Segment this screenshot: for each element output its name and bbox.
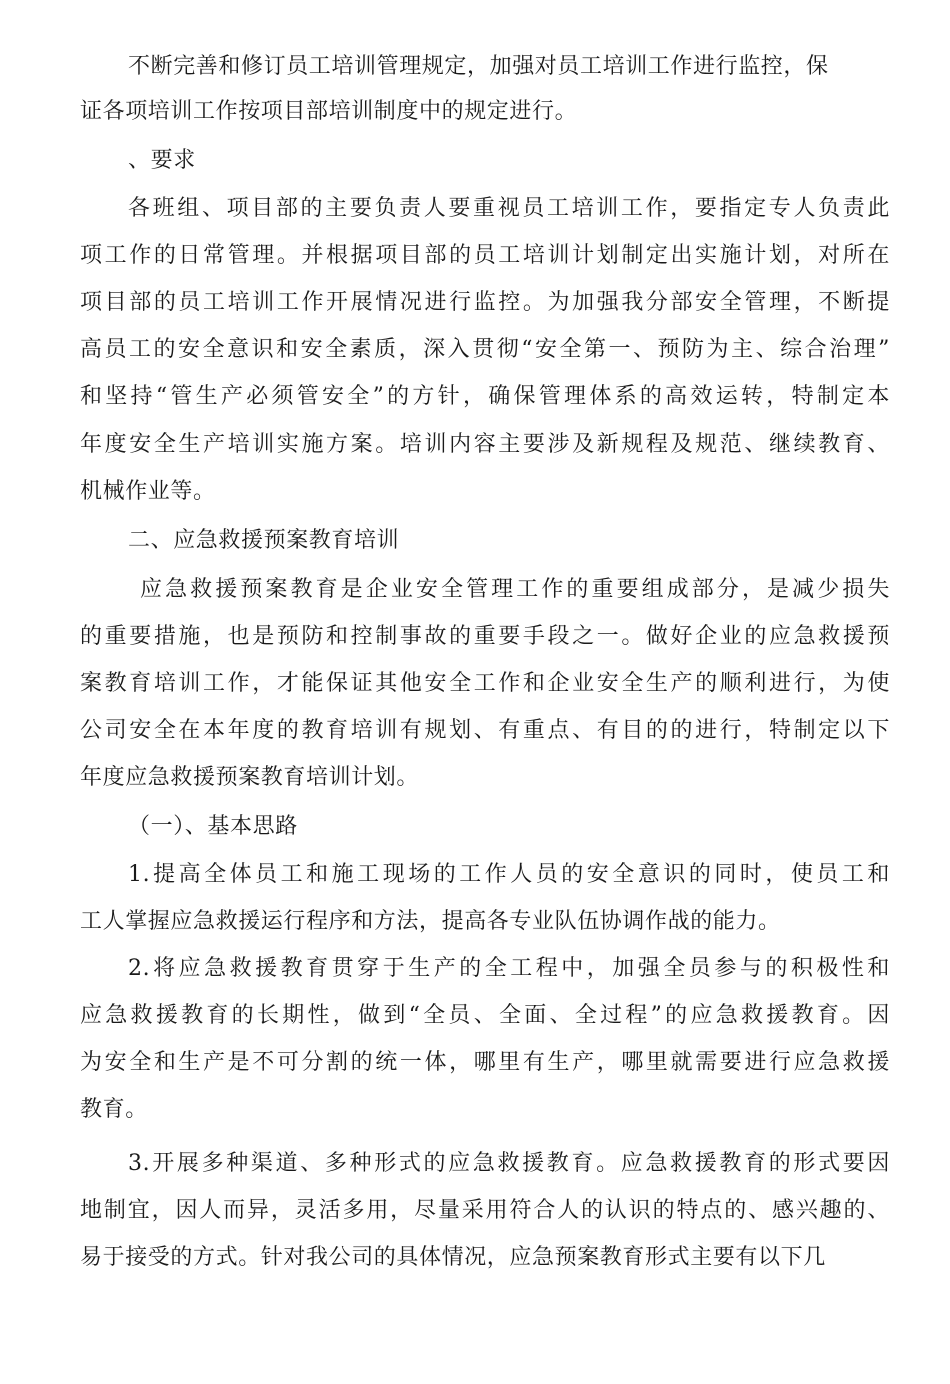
text-line: 项工作的日常管理。并根据项目部的员工培训计划制定出实施计划，对所在 [80, 243, 890, 268]
text-line: 各班组、项目部的主要负责人要重视员工培训工作，要指定专人负责此 [128, 196, 890, 221]
text-line: 3.开展多种渠道、多种形式的应急救援教育。应急救援教育的形式要因 [128, 1151, 890, 1176]
text-line: 教育。 [80, 1097, 148, 1122]
text-line: 公司安全在本年度的教育培训有规划、有重点、有目的的进行，特制定以下 [80, 718, 890, 743]
text-line: 机械作业等。 [80, 479, 216, 504]
text-line: 应急救援预案教育是企业安全管理工作的重要组成部分，是减少损失 [140, 577, 890, 602]
text-line: 年度安全生产培训实施方案。培训内容主要涉及新规程及规范、继续教育、 [80, 432, 890, 457]
text-line: 1.提高全体员工和施工现场的工作人员的安全意识的同时，使员工和 [128, 862, 890, 887]
text-line: 为安全和生产是不可分割的统一体，哪里有生产，哪里就需要进行应急救援 [80, 1050, 890, 1075]
section-heading: 、要求 [128, 148, 196, 173]
text-line: 易于接受的方式。针对我公司的具体情况，应急预案教育形式主要有以下几 [80, 1245, 826, 1270]
text-line: 不断完善和修订员工培训管理规定，加强对员工培训工作进行监控，保 [128, 54, 829, 79]
text-line: 2.将应急救援教育贯穿于生产的全工程中，加强全员参与的积极性和 [128, 956, 890, 981]
text-line: 证各项培训工作按项目部培训制度中的规定进行。 [80, 99, 578, 124]
text-line: 案教育培训工作，才能保证其他安全工作和企业安全生产的顺利进行，为使 [80, 671, 890, 696]
text-line: 项目部的员工培训工作开展情况进行监控。为加强我分部安全管理，不断提 [80, 290, 890, 315]
text-line: 高员工的安全意识和安全素质，深入贯彻“安全第一、预防为主、综合治理” [80, 337, 890, 362]
text-line: 年度应急救援预案教育培训计划。 [80, 765, 420, 790]
text-line: 的重要措施，也是预防和控制事故的重要手段之一。做好企业的应急救援预 [80, 624, 890, 649]
text-line: 和坚持“管生产必须管安全”的方针，确保管理体系的高效运转，特制定本 [80, 384, 890, 409]
text-line: 应急救援教育的长期性，做到“全员、全面、全过程”的应急救援教育。因 [80, 1003, 890, 1028]
section-heading: 二、应急救援预案教育培训 [128, 528, 400, 553]
text-line: 地制宜，因人而异，灵活多用，尽量采用符合人的认识的特点的、感兴趣的、 [80, 1198, 890, 1223]
text-line: 工人掌握应急救援运行程序和方法，提高各专业队伍协调作战的能力。 [80, 909, 781, 934]
subsection-heading: （一）、基本思路 [128, 814, 298, 839]
